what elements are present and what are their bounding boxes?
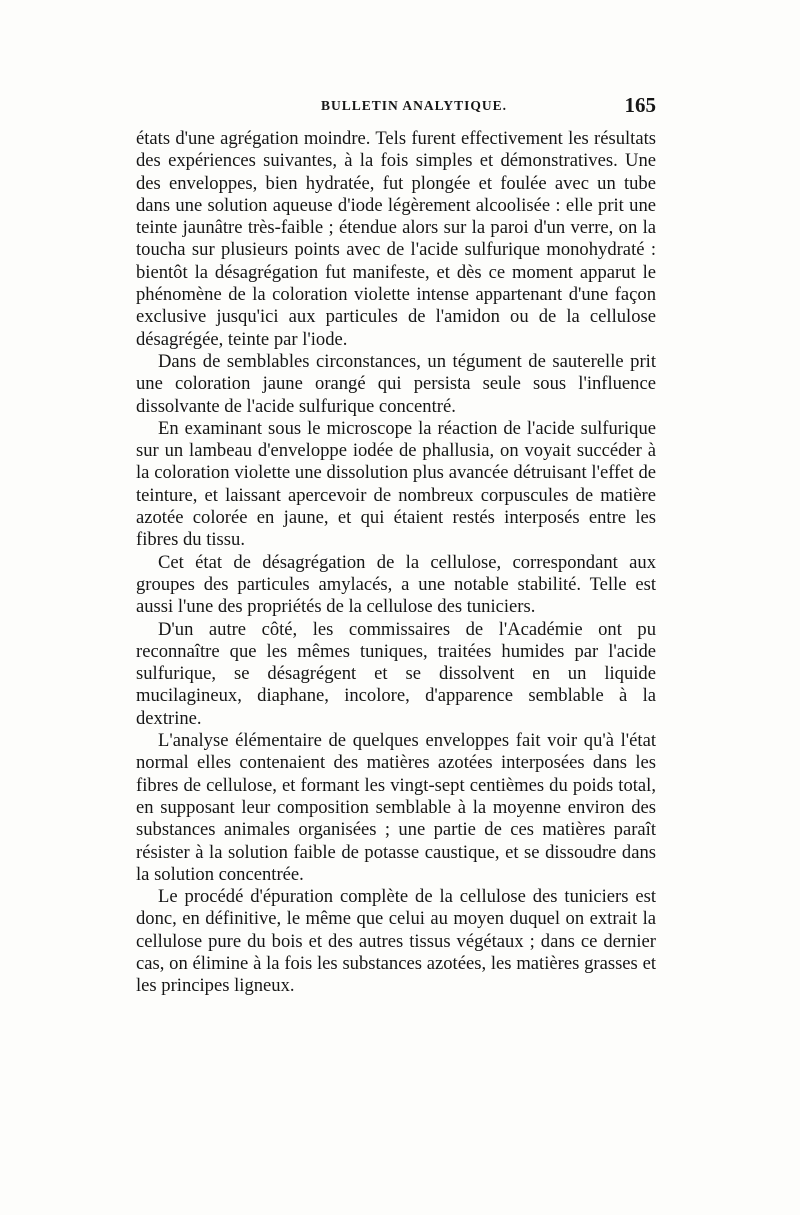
- body-text: [136, 128, 656, 998]
- running-header: [136, 93, 656, 124]
- paragraph-4: Cet état de désagrégation de la cellulose, correspondant aux groupes des particules amylacés, a une notable stabilité. Telle est aussi l'une des propriétés de la cellulose des tuniciers.: [136, 551, 656, 618]
- paragraph-6: L'analyse élémentaire de quelques enveloppes fait voir qu'à l'état normal elles contenaient des matières azotées interposées dans les fibres de cellulose, et formant les vingt-sept centièmes du poids total, en supposant leur composition semblable à la moyenne environ des substances animales organisées ; une partie de ces matières paraît résister à la solution faible de potasse caustique, et se dissoudre dans la solution concentrée.: [136, 730, 656, 885]
- paragraph-1: états d'une agrégation moindre. Tels furent effectivement les résultats des expériences suivantes, à la fois simples et démonstratives. Une des enveloppes, bien hydratée, fut plongée et foulée avec un tube dans une solution aqueuse d'iode légèrement alcoolisée : elle prit une teinte jaunâtre très-faible ; étendue alors sur la paroi d'un verre, on la toucha sur plusieurs points avec de l'acide sulfurique monohydraté : bientôt la désagrégation fut manifeste, et dès ce moment apparut le phénomène de la coloration violette intense appartenant d'une façon exclusive jusqu'ici aux particules de l'amidon ou de la cellulose désagrégée, teinte par l'iode.: [136, 128, 656, 350]
- paragraph-5: D'un autre côté, les commissaires de l'Académie ont pu reconnaître que les mêmes tuniques, traitées humides par l'acide sulfurique, se désagrégent et se dissolvent en un liquide mucilagineux, diaphane, incolore, d'apparence semblable à la dextrine.: [136, 618, 656, 729]
- paragraph-2: Dans de semblables circonstances, un tégument de sauterelle prit une coloration jaune orangé qui persista seule sous l'influence dissolvante de l'acide sulfurique concentré.: [136, 350, 656, 417]
- page-number: 165: [624, 93, 656, 117]
- running-title: BULLETIN ANALYTIQUE.: [320, 98, 508, 113]
- paragraph-7: Le procédé d'épuration complète de la cellulose des tuniciers est donc, en définitive, le même que celui au moyen duquel on extrait la cellulose pure du bois et des autres tissus végétaux ; dans ce dernier cas, on élimine à la fois les substances azotées, les matières grasses et les principes ligneux.: [136, 886, 656, 997]
- paragraph-3: En examinant sous le microscope la réaction de l'acide sulfurique sur un lambeau d'enveloppe iodée de phallusia, on voyait succéder à la coloration violette une dissolution plus avancée détruisant l'effet de teinture, et laissant apercevoir de nombreux corpuscules de matière azotée colorée en jaune, et qui étaient restés interposés entre les fibres du tissu.: [136, 417, 656, 551]
